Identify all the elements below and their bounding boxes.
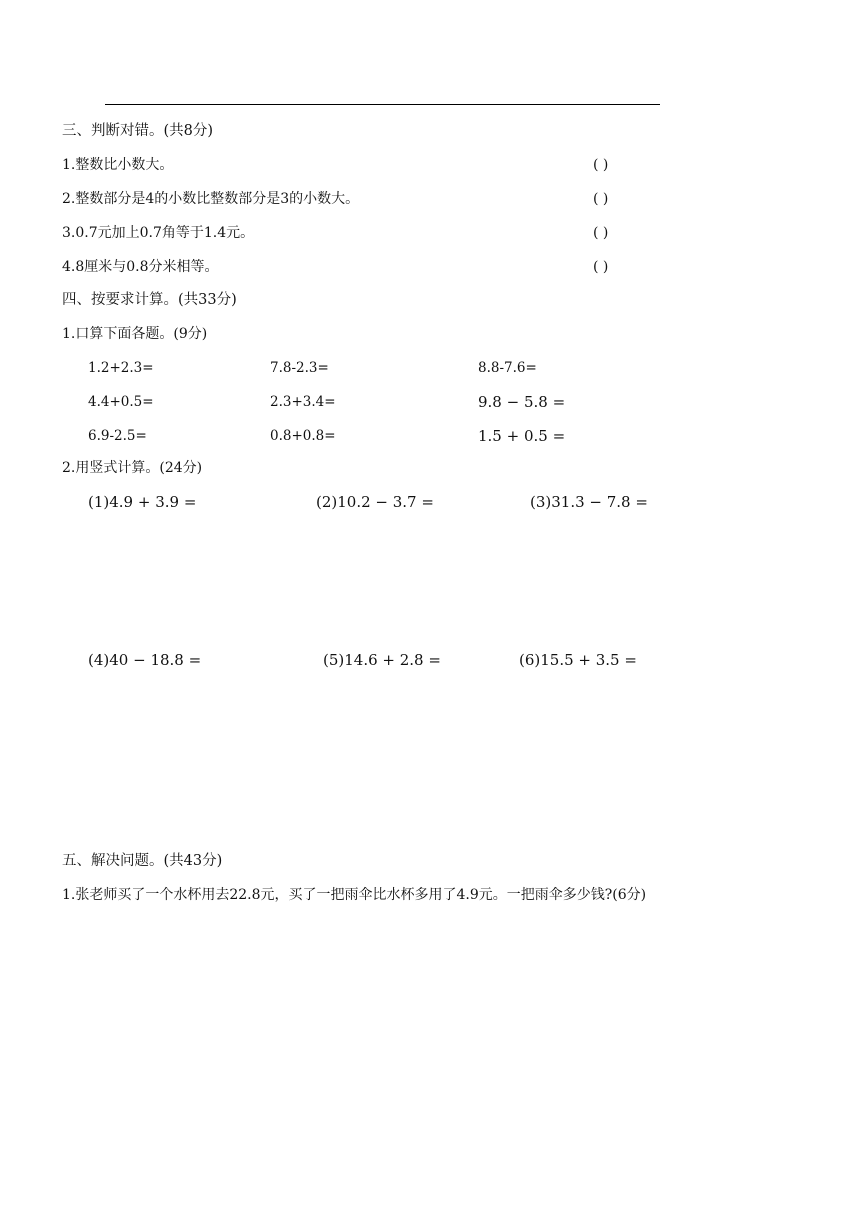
judge-answer-blank-1[interactable]: ( ) bbox=[593, 157, 609, 173]
section3-heading: 三、判断对错。(共8分) bbox=[62, 123, 214, 139]
vertical-calc-item: (2)10.2 − 3.7 = bbox=[316, 493, 434, 511]
section4-heading: 四、按要求计算。(共33分) bbox=[62, 292, 237, 308]
section5-heading: 五、解决问题。(共43分) bbox=[62, 853, 223, 869]
vertical-calc-item: (4)40 − 18.8 = bbox=[88, 651, 202, 669]
oral-calc-item: 0.8+0.8= bbox=[270, 428, 336, 444]
vertical-calc-item: (1)4.9 + 3.9 = bbox=[88, 493, 197, 511]
top-rule-line bbox=[105, 104, 660, 105]
word-problem-1: 1.张老师买了一个水杯用去22.8元，买了一把雨伞比水杯多用了4.9元。一把雨伞多少钱?(6分) bbox=[62, 887, 647, 903]
oral-calc-item: 7.8-2.3= bbox=[270, 360, 329, 376]
oral-calc-item: 1.5 + 0.5 = bbox=[478, 427, 566, 445]
judge-item-3: 3.0.7元加上0.7角等于1.4元。 bbox=[62, 225, 255, 241]
oral-calc-item: 1.2+2.3= bbox=[88, 360, 154, 376]
oral-calc-title: 1.口算下面各题。(9分) bbox=[62, 326, 208, 342]
oral-calc-item: 2.3+3.4= bbox=[270, 394, 336, 410]
vertical-calc-title: 2.用竖式计算。(24分) bbox=[62, 460, 203, 476]
oral-calc-item: 4.4+0.5= bbox=[88, 394, 154, 410]
judge-answer-blank-4[interactable]: ( ) bbox=[593, 259, 609, 275]
judge-item-4: 4.8厘米与0.8分米相等。 bbox=[62, 259, 219, 275]
vertical-calc-item: (3)31.3 − 7.8 = bbox=[530, 493, 648, 511]
judge-item-2: 2.整数部分是4的小数比整数部分是3的小数大。 bbox=[62, 191, 360, 207]
oral-calc-item: 6.9-2.5= bbox=[88, 428, 147, 444]
vertical-calc-item: (6)15.5 + 3.5 = bbox=[519, 651, 637, 669]
vertical-calc-item: (5)14.6 + 2.8 = bbox=[323, 651, 441, 669]
oral-calc-item: 9.8 − 5.8 = bbox=[478, 393, 566, 411]
judge-item-1: 1.整数比小数大。 bbox=[62, 157, 174, 173]
oral-calc-item: 8.8-7.6= bbox=[478, 360, 537, 376]
judge-answer-blank-3[interactable]: ( ) bbox=[593, 225, 609, 241]
judge-answer-blank-2[interactable]: ( ) bbox=[593, 191, 609, 207]
